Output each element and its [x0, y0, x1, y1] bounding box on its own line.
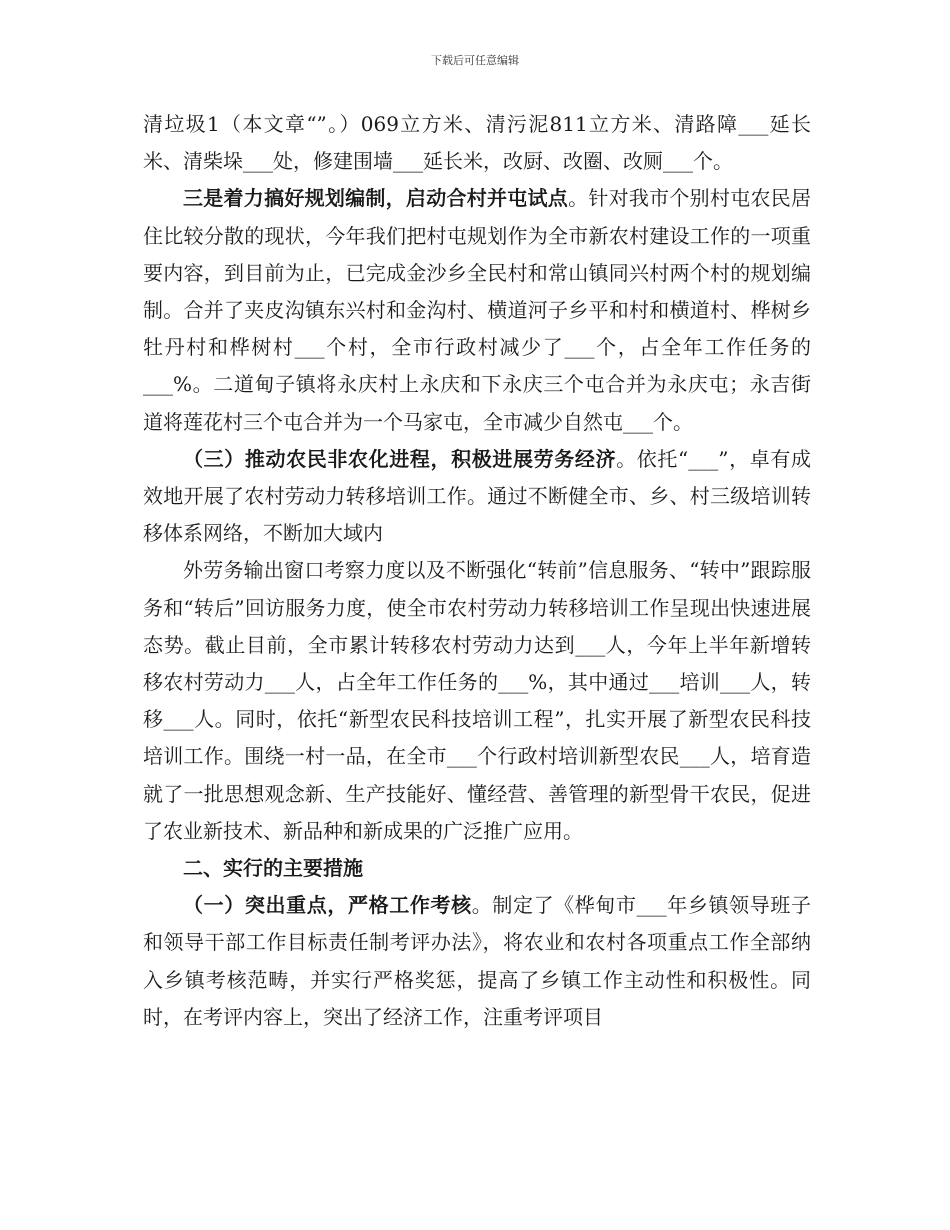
page-header-note: 下载后可任意编辑 — [431, 54, 519, 67]
paragraph-lead: 三是着力搞好规划编制，启动合村并屯试点 — [183, 186, 569, 211]
paragraph-text: 外劳务输出窗口考察力度以及不断强化“转前”信息服务、“转中”跟踪服务和“转后”回访服务力度，使全市农村劳动力转移培训工作呈现出快速进展态势。截止目前，全市累计转移农村劳动力达到___人，今年上半年新增转移农村劳动力___人，占全年工作任务的___%，其中通过___培训___人，转移___人。同时，依托“新型农民科技培训工程”，扎实开展了新型农民科技培训工作。围绕一村一品，在全市___个行政村培训新型农民___人，培育造就了一批思想观念新、生产技能好、懂经营、善管理的新型骨干农民，促进了农业新技术、新品种和新成果的广泛推广应用。 — [143, 558, 811, 843]
paragraph-cleanup-stats — [143, 106, 811, 180]
paragraph-assessment — [143, 887, 811, 1036]
section-heading: 二、实行的主要措施 — [183, 856, 363, 881]
document-body — [143, 106, 811, 1036]
paragraph-labor-economy — [143, 441, 811, 553]
paragraph-text: 。制定了《桦甸市___年乡镇领导班子和领导干部工作目标责任制考评办法》，将农业和农村各项重点工作全部纳入乡镇考核范畴，并实行严格奖惩，提高了乡镇工作主动性和积极性。同时，在考评内容上，突出了经济工作，注重考评项目 — [143, 893, 812, 1029]
paragraph-lead: （一）突出重点，严格工作考核 — [183, 893, 472, 918]
paragraph-planning — [143, 180, 811, 440]
paragraph-labor-transfer — [143, 552, 811, 850]
paragraph-text: 。针对我市个别村屯农民居住比较分散的现状，今年我们把村屯规划作为全市新农村建设工作的一项重要内容，到目前为止，已完成金沙乡全民村和常山镇同兴村两个村的规划编制。合并了夹皮沟镇东兴村和金沟村、横道河子乡平和村和横道村、桦树乡牡丹村和桦树村___个村，全市行政村减少了___个，占全年工作任务的___%。二道甸子镇将永庆村上永庆和下永庆三个屯合并为永庆屯；永吉街道将莲花村三个屯合并为一个马家屯，全市减少自然屯___个。 — [143, 186, 812, 434]
section-heading-measures — [143, 850, 811, 887]
paragraph-lead: （三）推动农民非农化进程，积极进展劳务经济 — [183, 446, 617, 471]
paragraph-text: 。依托“___”，卓有成效地开展了农村劳动力转移培训工作。通过不断健全市、乡、村三级培训转移体系网络，不断加大域内 — [143, 446, 812, 546]
paragraph-text: 清垃圾1（本文章“”。）069立方米、清污泥811立方米、清路障___延长米、清柴垛___处，修建围墙___延长米，改厨、改圈、改厕___个。 — [143, 112, 811, 174]
